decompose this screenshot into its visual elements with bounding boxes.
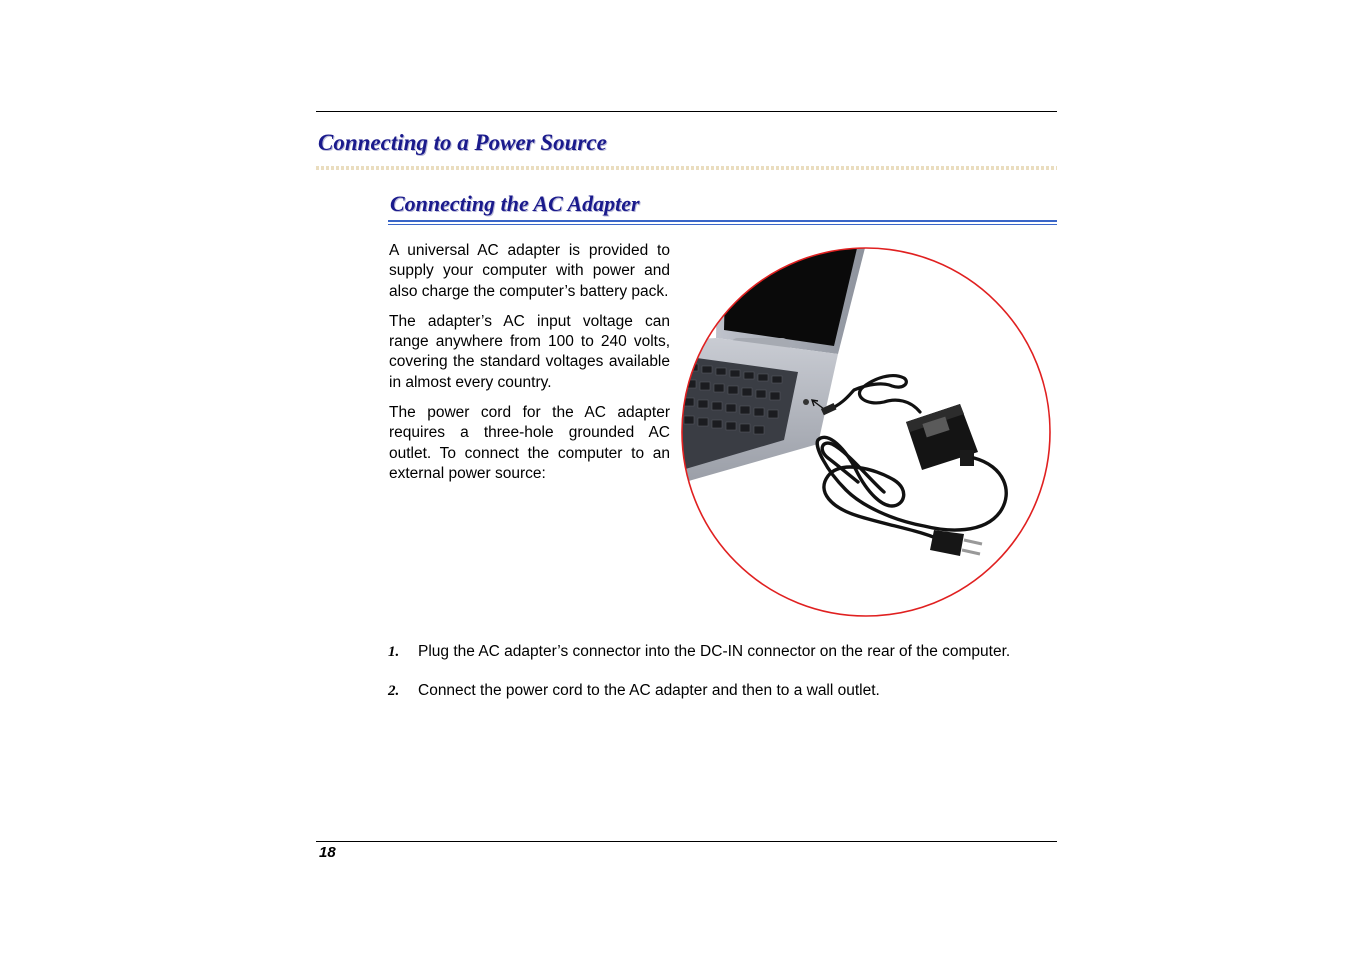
instruction-steps — [388, 641, 1048, 719]
step-text: Plug the AC adapter’s connector into the DC-IN connector on the rear of the computer. — [418, 643, 1011, 660]
step-number: 1. — [388, 644, 400, 660]
header-rule — [316, 111, 1057, 112]
step-text: Connect the power cord to the AC adapter and then to a wall outlet. — [418, 682, 880, 699]
intro-paragraph: The adapter’s AC input voltage can range anywhere from 100 to 240 volts, covering the standard voltages available in almost every country. — [389, 312, 670, 391]
section-title: Connecting to a Power Source — [318, 130, 607, 155]
ac-cord-icon — [817, 437, 1006, 542]
ac-plug-icon — [930, 530, 982, 556]
step-item — [388, 641, 1048, 662]
page-number: 18 — [319, 844, 336, 861]
step-item — [388, 680, 1048, 701]
subsection-rule — [388, 220, 1057, 222]
intro-paragraph: A universal AC adapter is provided to supply your computer with power and also charge the computer’s battery pack. — [389, 242, 670, 300]
intro-text — [389, 241, 670, 494]
dc-cord-icon — [828, 376, 920, 412]
subsection-title: Connecting the AC Adapter — [390, 191, 640, 216]
subsection-rule-thin — [388, 224, 1057, 225]
step-number: 2. — [388, 683, 400, 699]
ac-adapter-illustration — [678, 244, 1054, 620]
intro-paragraph: The power cord for the AC adapter requires a three-hole grounded AC outlet. To connect the computer to an external power source: — [389, 404, 670, 482]
section-divider — [316, 166, 1057, 170]
power-brick-icon — [906, 404, 978, 470]
footer-rule — [316, 841, 1057, 842]
